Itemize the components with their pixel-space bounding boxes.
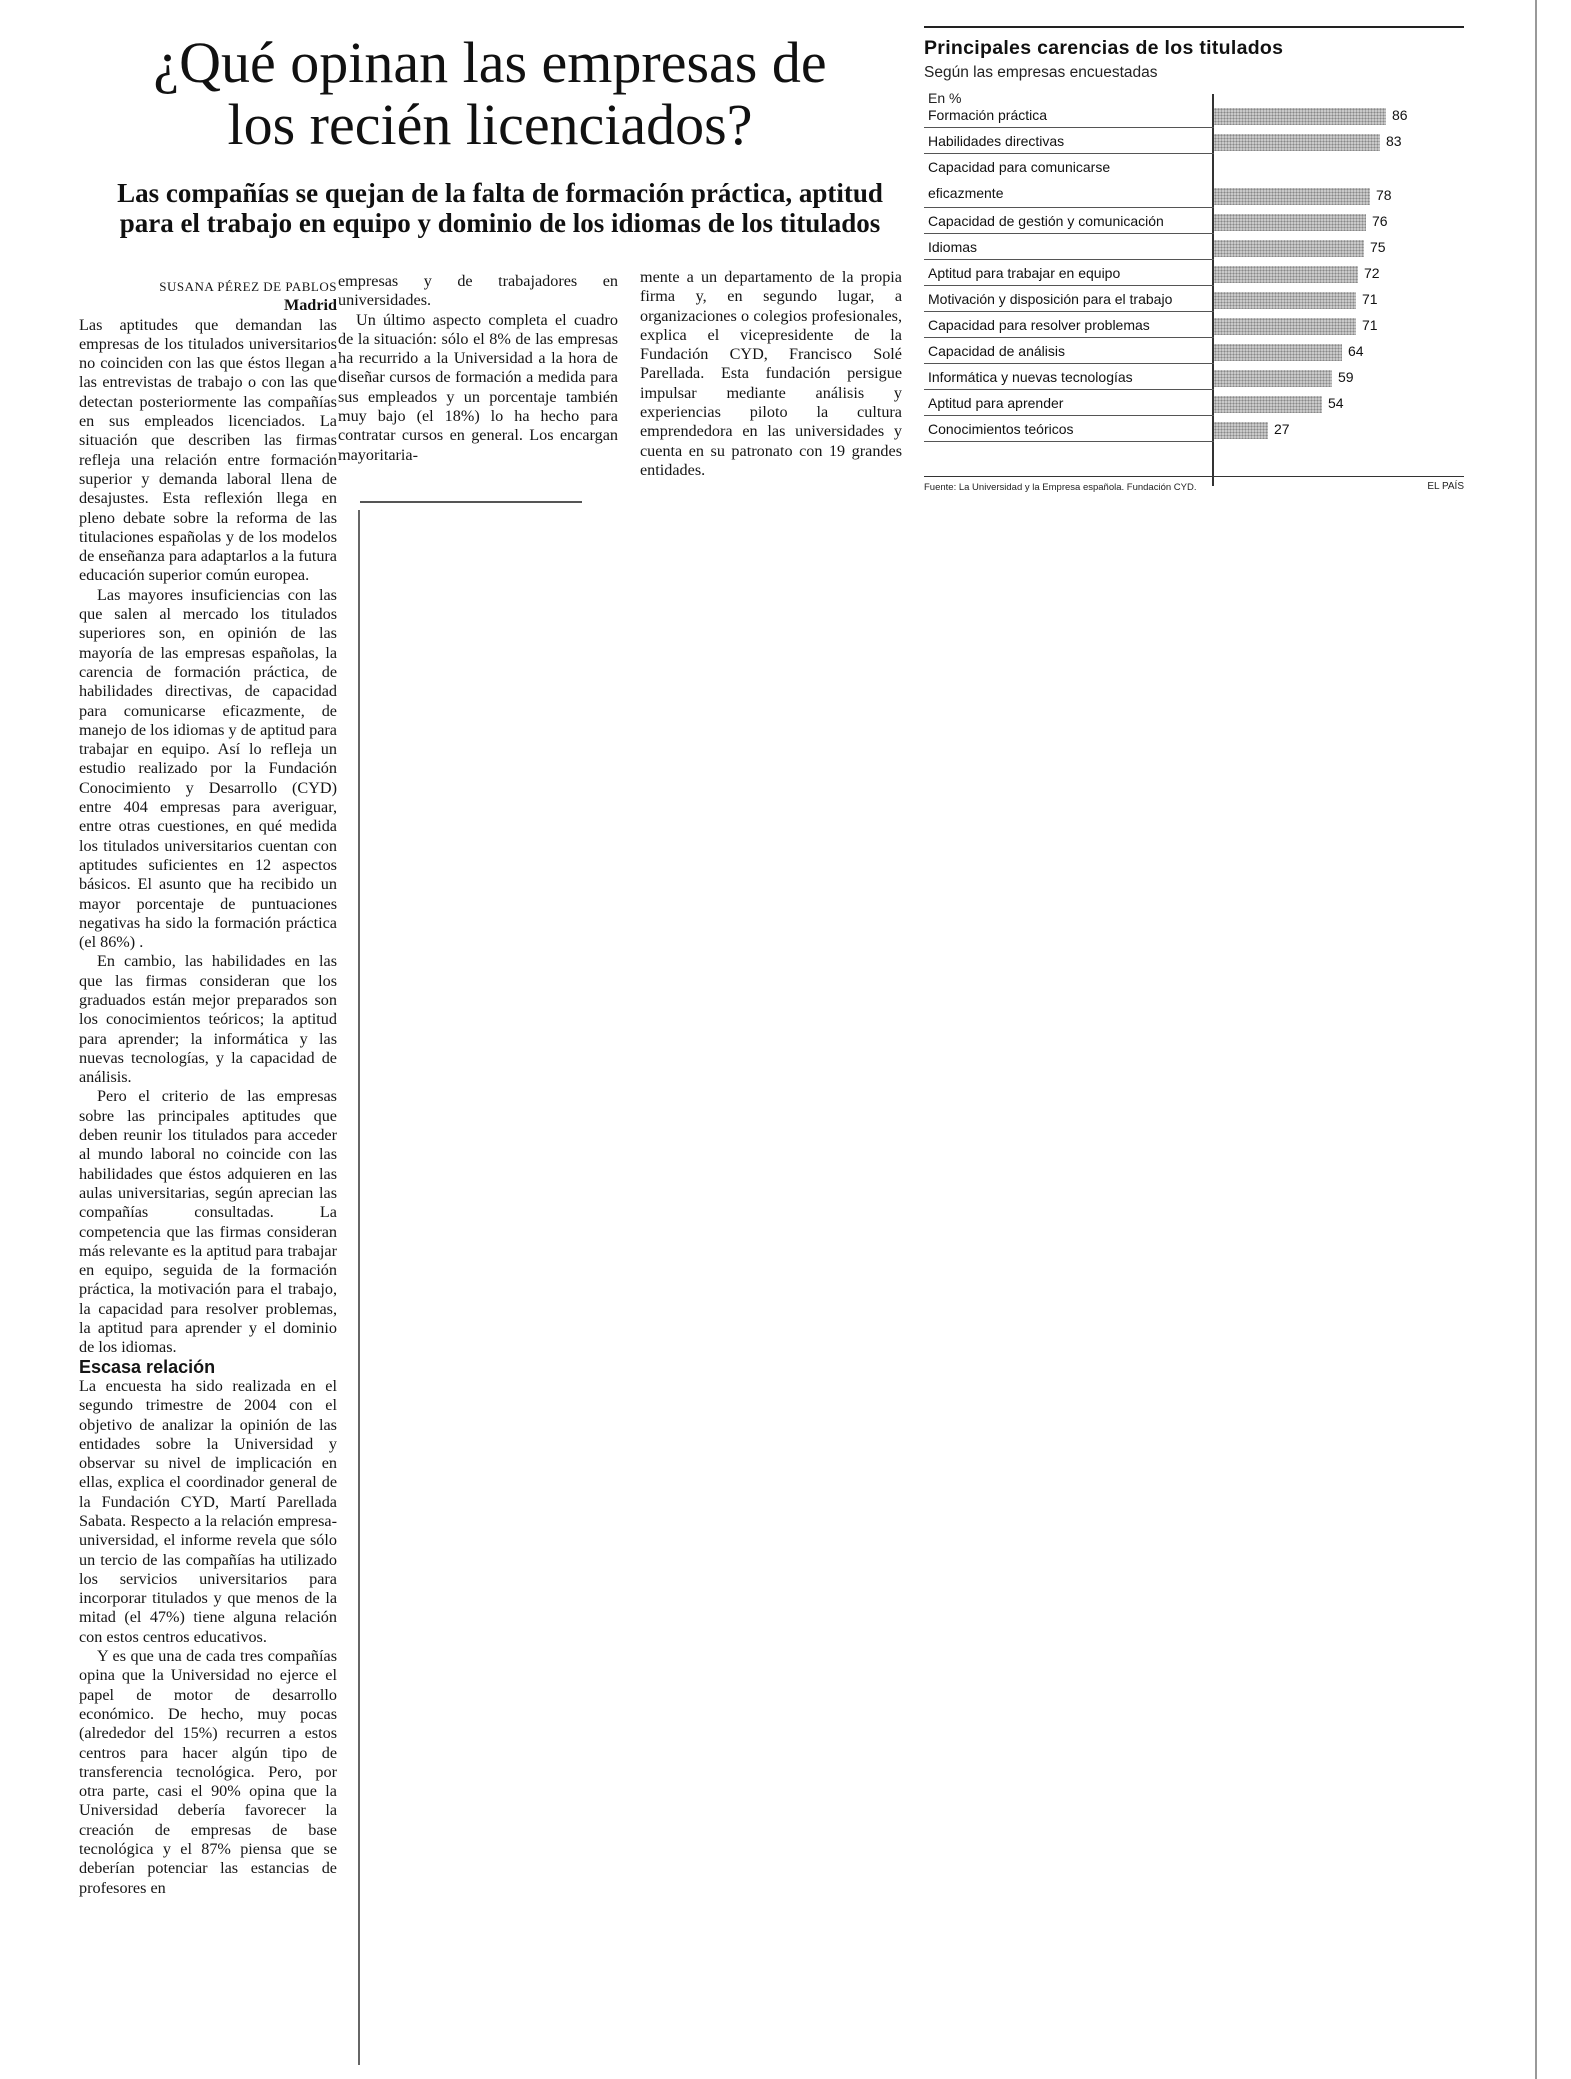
headline: ¿Qué opinan las empresas de los recién licenciados? (153, 30, 827, 157)
row-divider (924, 441, 1214, 442)
article-column-1 (79, 277, 337, 1898)
bar-label (928, 234, 977, 260)
bar-label (928, 312, 1150, 338)
paragraph: Las mayores insuficiencias con las que salen al mercado los titulados superiores son, en opinión de las mayoría de las empresas españolas, la carencia de formación práctica, de habilidades directivas, de capacidad para comunicarse eficazmente, de manejo de los idiomas y de aptitud para trabajar en equipo. Así lo refleja un estudio realizado por la Fundación Conocimiento y Desarrollo (CYD) entre 404 empresas para averiguar, entre otras cuestiones, en qué medida los titulados universitarios cuentan con aptitudes suficientes en 12 aspectos básicos. El asunto que ha recibido un mayor porcentaje de puntuaciones negativas ha sido la formación práctica (el 86%) . (79, 585, 337, 952)
chart-source: Fuente: La Universidad y la Empresa española. Fundación CYD. (924, 482, 1197, 493)
article-column-3 (640, 268, 902, 480)
chart-title: Principales carencias de los titulados (924, 37, 1284, 59)
bar-label-line: Capacidad de análisis (928, 343, 1065, 359)
bar-value-label: 59 (1338, 369, 1354, 385)
column-rule (360, 501, 582, 503)
bar-value-label: 71 (1362, 317, 1378, 333)
paragraph: La encuesta ha sido realizada en el segundo trimestre de 2004 con el objetivo de analizar la opinión de las entidades sobre la Universidad y observar su nivel de implicación en ellas, explica el coordinador general de la Fundación CYD, Martí Parellada Sabata. Respecto a la relación empresa-universidad, el informe revela que sólo un tercio de las compañías ha utilizado los servicios universitarios para incorporar titulados y que menos de la mitad (el 47%) tiene alguna relación con estos centros educativos. (79, 1376, 337, 1646)
section-subhead: Escasa relación (79, 1356, 216, 1377)
paragraph: mente a un departamento de la propia firma y, en segundo lugar, a organizaciones o colegios profesionales, explica el vicepresidente de la Fundación CYD, Francisco Solé Parellada. Esta fundación persigue impulsar mediante análisis y experiencias piloto la cultura emprendedora en las universidades y cuenta en su patronato con 19 grandes entidades. (640, 268, 902, 479)
bar-value-label: 27 (1274, 421, 1290, 437)
chart-subtitle: Según las empresas encuestadas (924, 64, 1158, 81)
paragraph: En cambio, las habilidades en las que las firmas consideran que los graduados están mejor preparados son los conocimientos teóricos; la aptitud para aprender; la informática y las nuevas tecnologías, y la capacidad de análisis. (79, 952, 337, 1087)
bar (1214, 134, 1380, 151)
bar (1214, 370, 1332, 387)
bar-label-line: Conocimientos teóricos (928, 421, 1074, 437)
bar (1214, 240, 1364, 257)
bar-label (928, 128, 1064, 154)
bar-label-line: Aptitud para aprender (928, 395, 1064, 411)
chart-top-rule (924, 26, 1464, 28)
subheadline: Las compañías se quejan de la falta de formación práctica, aptitud para el trabajo en equipo y dominio de los idiomas de los titulados (117, 178, 883, 238)
paragraph: Las aptitudes que demandan las empresas de los titulados universitarios no coinciden con las que éstos llegan a las entrevistas de trabajo o con las que detectan posteriormente las compañías en sus empleados licenciados. La situación que describen las firmas refleja una relación entre formación superior y demanda laboral llena de desajustes. Esta reflexión llega en pleno debate sobre la reforma de las titulaciones españolas y de los modelos de enseñanza para adaptarlos a la futura educación superior común europea. (79, 315, 337, 585)
bar-value-label: 76 (1372, 213, 1388, 229)
bar-label-line: Capacidad de gestión y comunicación (928, 213, 1164, 229)
paragraph: Y es que una de cada tres compañías opina que la Universidad no ejerce el papel de motor de desarrollo económico. De hecho, muy pocas (alrededor del 15%) recurren a estos centros para hacer algún tipo de transferencia tecnológica. Pero, por otra parte, casi el 90% opina que la Universidad debería favorecer la creación de empresas de base tecnológica y el 87% piensa que se deberían potenciar las estancias de profesores en (79, 1647, 337, 1897)
bar-label-line: Motivación y disposición para el trabajo (928, 291, 1173, 307)
paragraph: Pero el criterio de las empresas sobre las principales aptitudes que deben reunir los titulados para acceder al mundo laboral no coincide con las habilidades que éstos adquieren en las aulas universitarias, según aprecian las compañías consultadas. La competencia que las firmas consideran más relevante es la aptitud para trabajar en equipo, seguida de la formación práctica, la motivación para el trabajo, la capacidad para resolver problemas, la aptitud para aprender y el dominio de los idiomas. (79, 1087, 337, 1357)
city: Madrid (283, 296, 337, 315)
bar-value-label: 72 (1364, 265, 1380, 281)
bar-label-line: eficazmente (928, 185, 1004, 201)
bar (1214, 292, 1356, 309)
bar-label-line: Capacidad para comunicarse (928, 159, 1111, 175)
bar-value-label: 83 (1386, 133, 1402, 149)
bar-value-label: 75 (1370, 239, 1386, 255)
bar-label (928, 154, 1110, 206)
bar-chart (924, 26, 1464, 496)
bar-label (928, 208, 1164, 234)
bar-label (928, 390, 1063, 416)
bar (1214, 214, 1366, 231)
bar-label (928, 338, 1065, 364)
bar-label-line: Informática y nuevas tecnologías (928, 369, 1133, 385)
bar-value-label: 54 (1328, 395, 1344, 411)
bar-label-line: Aptitud para trabajar en equipo (928, 265, 1121, 281)
bar-value-label: 64 (1348, 343, 1364, 359)
bar (1214, 318, 1356, 335)
paragraph: empresas y de trabajadores en universidades. (338, 272, 618, 310)
page-edge-line (1535, 0, 1537, 2079)
bar-label (928, 416, 1074, 442)
article-column-2 (338, 272, 618, 465)
bar (1214, 188, 1370, 205)
chart-brand: EL PAÍS (1427, 481, 1464, 492)
paragraph: Un último aspecto completa el cuadro de la situación: sólo el 8% de las empresas ha recurrido a la Universidad a la hora de diseñar cursos de formación a medida para sus empleados y un porcentaje también muy bajo (el 18%) lo ha hecho para contratar cursos en general. Los encargan mayoritaria- (338, 310, 618, 464)
bar-label (928, 286, 1172, 312)
bar (1214, 422, 1268, 439)
bar-label-line: Formación práctica (928, 107, 1048, 123)
bar (1214, 266, 1358, 283)
bar (1214, 344, 1342, 361)
column-divider (358, 510, 360, 2065)
bar-value-label: 78 (1376, 187, 1392, 203)
bar (1214, 396, 1322, 413)
byline: SUSANA PÉREZ DE PABLOS (159, 279, 337, 294)
bar-label (928, 260, 1120, 286)
bar-value-label: 86 (1392, 107, 1408, 123)
bar (1214, 108, 1386, 125)
bar-label (928, 102, 1047, 128)
bar-label-line: Idiomas (928, 239, 978, 255)
chart-unit: En % (928, 90, 962, 106)
bar-value-label: 71 (1362, 291, 1378, 307)
bar-label (928, 364, 1133, 390)
bar-label-line: Capacidad para resolver problemas (928, 317, 1150, 333)
bar-label-line: Habilidades directivas (928, 133, 1065, 149)
chart-bottom-rule (924, 476, 1464, 477)
